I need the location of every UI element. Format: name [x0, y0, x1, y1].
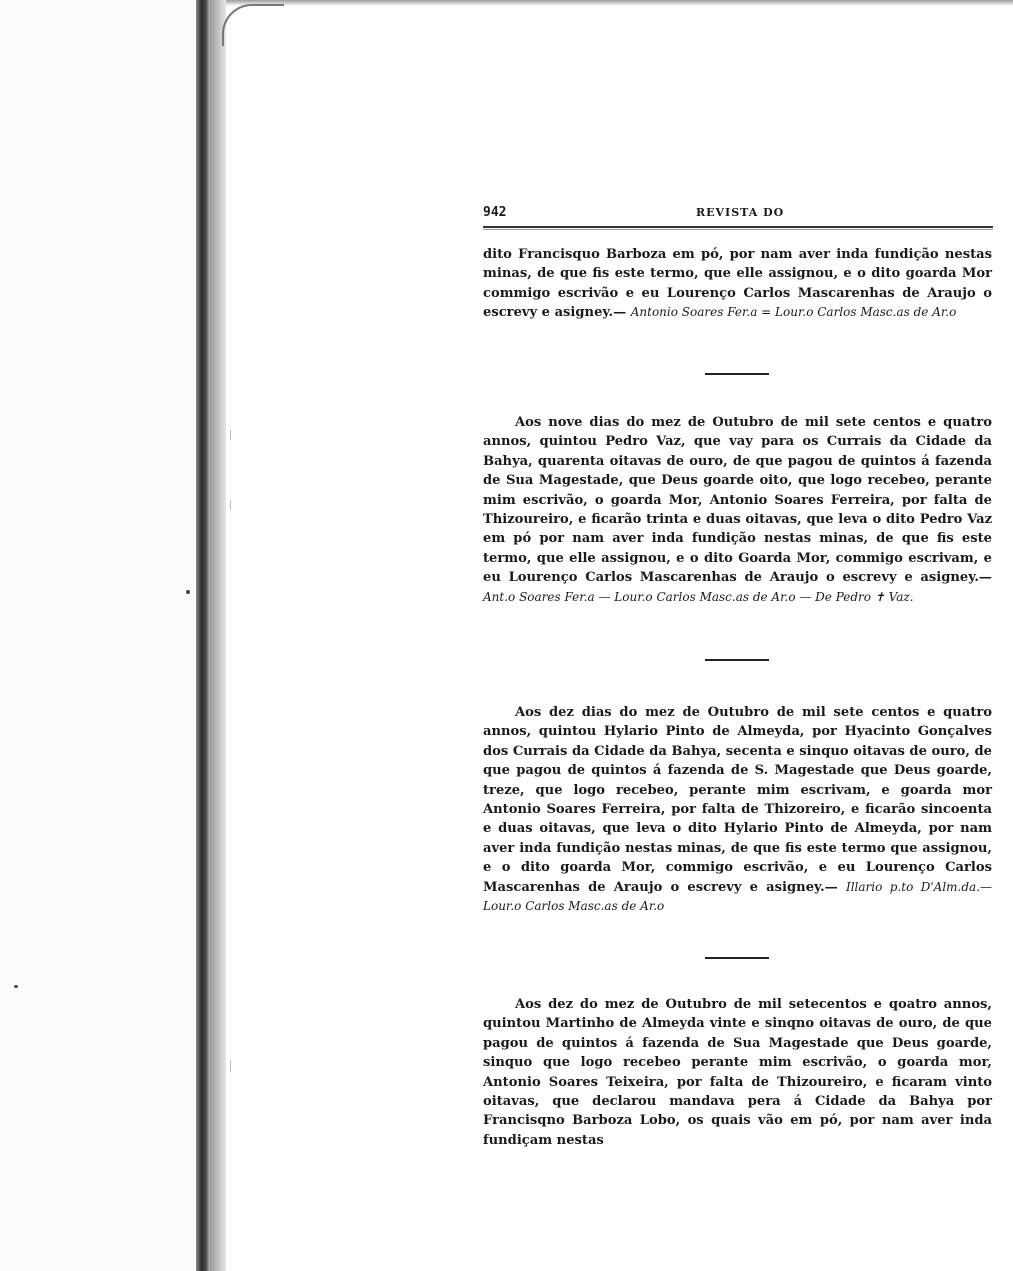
paragraph [483, 413, 992, 607]
scan-speck [14, 985, 18, 988]
facing-page-edge [0, 0, 196, 1271]
paragraph-text: dito Francisquo Barboza em pó, por nam aver inda fundição nestas minas, de que fis este termo, que elle assignou, e o dito goarda Mor commigo escrivão e eu Lourenço Carlos Mascarenhas de Araujo o escrevy e asigney.— [483, 247, 992, 321]
page-top-edge [226, 0, 1013, 6]
paragraph-text: Aos nove dias do mez de Outubro de mil sete centos e quatro annos, quintou Pedro Vaz, que vay para os Currais da Cidade da Bahya, quarenta oitavas de ouro, de que pagou de quintos á fazenda de Sua Magestade, que Deus goarde oito, que logo recebeo, perante mim escrivão, o goarda Mor, Antonio Soares Ferreira, por falta de Thizoureiro, e ficarão trinta e duas oitavas, que leva o dito Pedro Vaz em pó por nam aver inda fundição nestas minas, de que fis este termo, que elle assignou, e o dito Goarda Mor, commigo escrivam, e eu Lourenço Carlos Mascarenhas de Araujo o escrevy e asigney.— [483, 415, 992, 586]
scan-mark [230, 1060, 231, 1072]
paragraph-text: Aos dez do mez de Outubro de mil setecentos e qoatro annos, quintou Martinho de Almeyda vinte e sinqno oitavas de ouro, de que pagou de quintos á fazenda de Sua Magestade que Deus goarde, sinquo que logo recebeo perante mim escrivão, o goarda mor, Antonio Soares Teixeira, por falta de Thizoureiro, e ficaram vinto oitavas, que declarou mandava pera á Cidade da Bahya por Francisqno Barboza Lobo, os quais vão em pó, por nam aver inda fundiçam nestas [483, 997, 992, 1148]
page-header [483, 205, 993, 223]
header-rule-thin [483, 229, 993, 230]
scan-mark [230, 500, 231, 510]
page-corner-curve [222, 4, 284, 46]
book-spine [196, 0, 210, 1271]
signature: Illario p.to D'Alm.da.— Lour.o Carlos Masc.as de Ar.o [483, 879, 993, 914]
page-gutter [210, 0, 226, 1271]
running-head: REVISTA DO [696, 206, 785, 219]
page-number: 942 [483, 205, 507, 220]
scan-speck [186, 590, 190, 594]
paragraph [483, 995, 992, 1150]
section-separator [705, 373, 769, 375]
section-separator [705, 957, 769, 959]
signature: Antonio Soares Fer.a = Lour.o Carlos Masc.as de Ar.o [630, 305, 957, 320]
scan-mark [230, 430, 231, 440]
paragraph [483, 703, 992, 916]
paragraph [483, 245, 992, 323]
header-rule [483, 226, 993, 228]
section-separator [705, 659, 769, 661]
paragraph-text: Aos dez dias do mez de Outubro de mil sete centos e quatro annos, quintou Hylario Pinto de Almeyda, por Hyacinto Gonçalves dos Currais da Cidade da Bahya, secenta e sinquo oitavas de ouro, de que pagou de quintos á fazenda de S. Magestade que Deus goarde, treze, que logo recebeo, perante mim escrivam, e goarda mor Antonio Soares Ferreira, por falta de Thizoreiro, e ficarão sincoenta e duas oitavas, que leva o dito Hylario Pinto de Almeyda, por nam aver inda fundição nestas minas, de que fis este termo que assignou, e o dito goarda Mor, commigo escrivão, e eu Lourenço Carlos Mascarenhas de Araujo o escrevy e asigney.— [483, 705, 992, 895]
signature: Ant.o Soares Fer.a — Lour.o Carlos Masc.as de Ar.o — De Pedro ✝ Vaz. [483, 589, 914, 604]
